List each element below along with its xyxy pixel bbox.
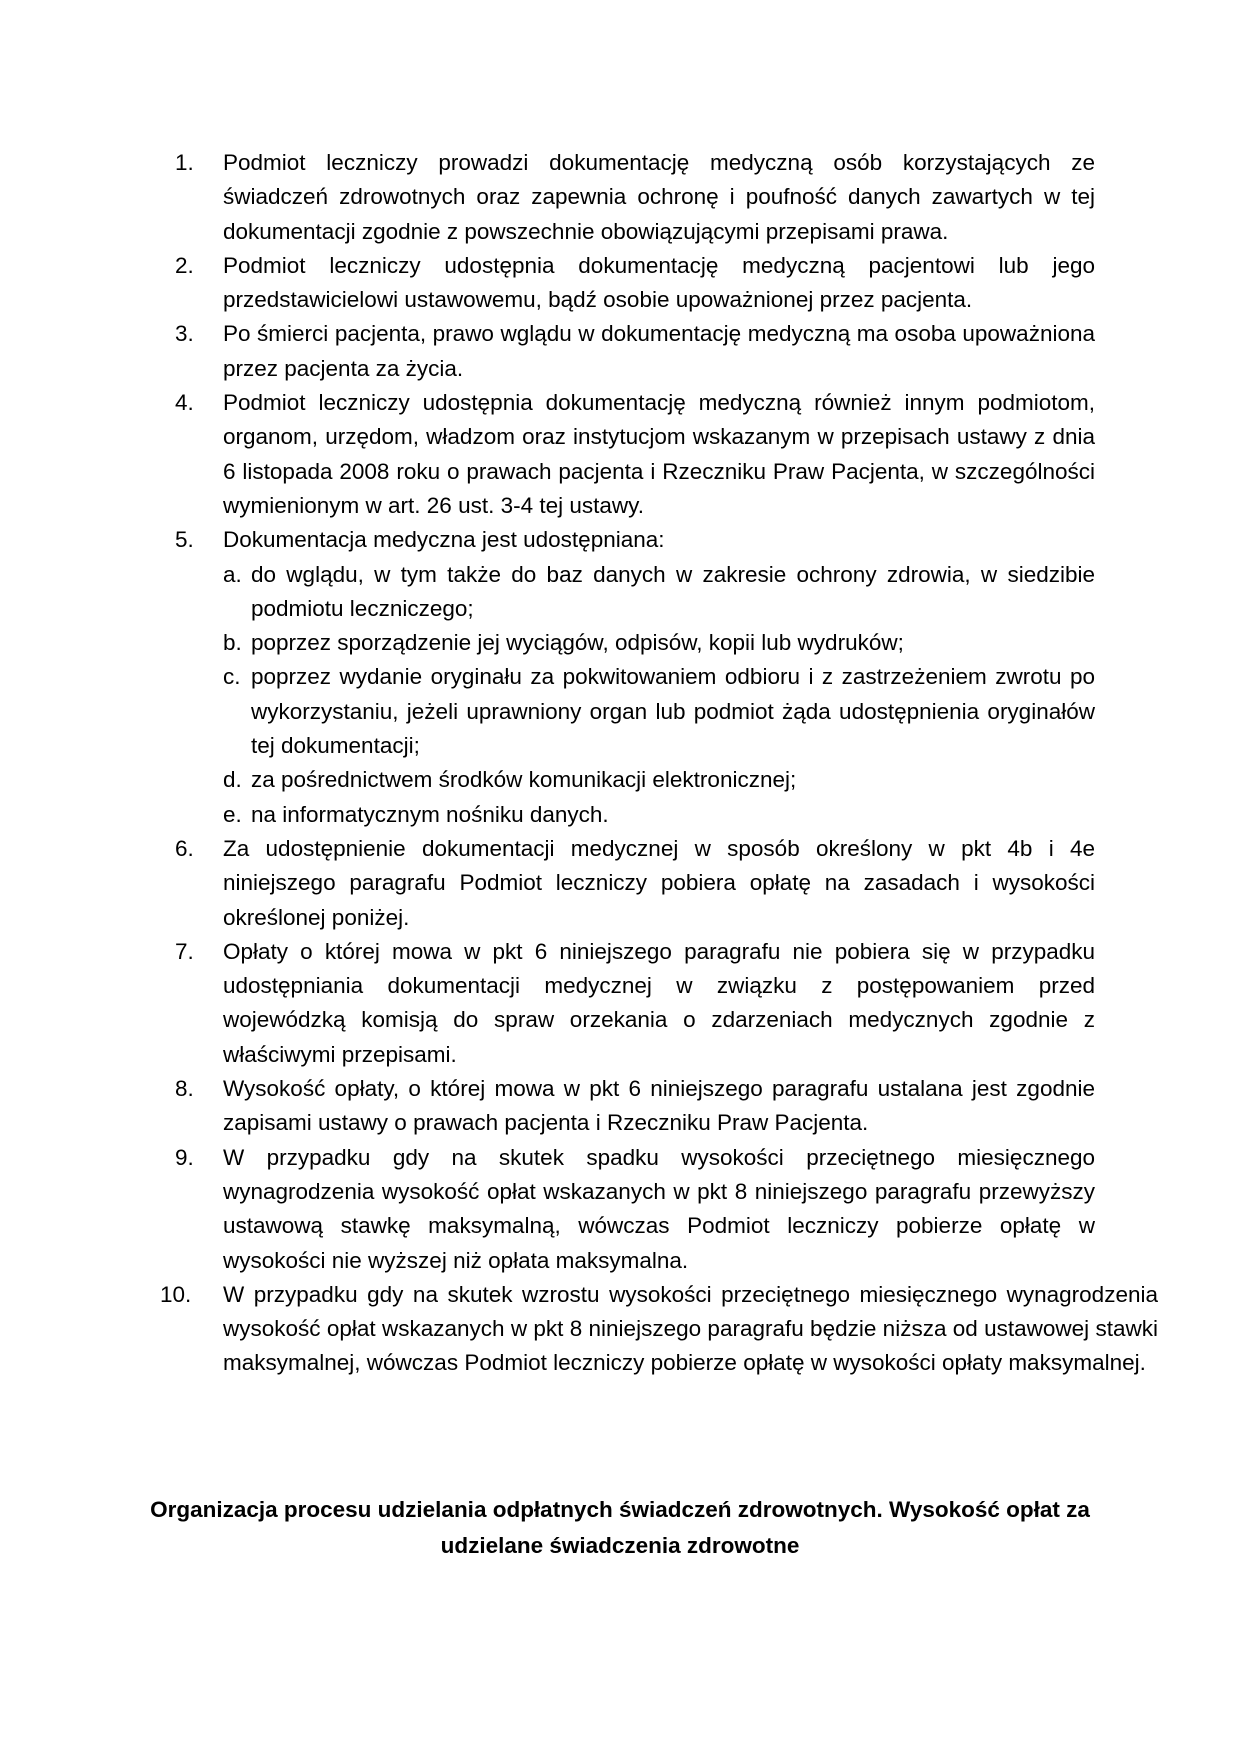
item-number: 2. — [175, 252, 194, 278]
list-item — [175, 935, 1095, 1072]
item-text: Opłaty o której mowa w pkt 6 niniejszego paragrafu nie pobiera się w przypadku udostępniania dokumentacji medycznej w związku z postępowaniem przed wojewódzką komisją do spraw orzekania o zdarzeniach medycznych zgodnie z właściwymi przepisami. — [223, 938, 1095, 1067]
list-item — [175, 832, 1095, 935]
list-item — [175, 523, 1095, 832]
item-text: W przypadku gdy na skutek spadku wysokości przeciętnego miesięcznego wynagrodzenia wysokość opłat wskazanych w pkt 8 niniejszego paragrafu przewyższy ustawową stawkę maksymalną, wówczas Podmiot leczniczy pobierze opłatę w wysokości nie wyższej niż opłata maksymalna. — [223, 1144, 1095, 1273]
sub-list-item — [223, 763, 1095, 797]
sub-item-letter: d. — [223, 767, 242, 793]
list-item — [175, 1072, 1095, 1141]
sub-item-text: poprzez wydanie oryginału za pokwitowaniem odbioru i z zastrzeżeniem zwrotu po wykorzystaniu, jeżeli uprawniony organ lub podmiot żąda udostępnienia oryginałów tej dokumentacji; — [251, 664, 1095, 759]
list-item — [175, 317, 1095, 386]
list-item — [175, 146, 1095, 249]
item-number: 3. — [175, 321, 194, 347]
item-number: 1. — [175, 150, 194, 175]
sub-item-text: na informatycznym nośniku danych. — [251, 801, 609, 827]
sub-item-text: do wglądu, w tym także do baz danych w zakresie ochrony zdrowia, w siedzibie podmiotu leczniczego; — [251, 561, 1095, 621]
item-text: W przypadku gdy na skutek wzrostu wysokości przeciętnego miesięcznego wynagrodzenia wysokość opłat wskazanych w pkt 8 niniejszego paragrafu będzie niższa od ustawowej stawki maksymalnej, wówczas Podmiot leczniczy pobierze opłatę w wysokości opłaty maksymalnej. — [223, 1281, 1158, 1376]
item-text: Dokumentacja medyczna jest udostępniana: — [223, 527, 665, 553]
list-item — [175, 386, 1095, 523]
item-number: 8. — [175, 1076, 194, 1102]
list-item — [175, 249, 1095, 318]
item-text: Za udostępnienie dokumentacji medycznej w sposób określony w pkt 4b i 4e niniejszego paragrafu Podmiot leczniczy pobiera opłatę na zasadach i wysokości określonej poniżej. — [223, 835, 1095, 930]
section-heading: Organizacja procesu udzielania odpłatnych świadczeń zdrowotnych. Wysokość opłat za udzielane świadczenia zdrowotne — [150, 1497, 1090, 1558]
item-text: Po śmierci pacjenta, prawo wglądu w dokumentację medyczną ma osoba upoważniona przez pacjenta za życia. — [223, 321, 1095, 381]
item-number: 10. — [160, 1281, 192, 1307]
sub-list-item — [223, 660, 1095, 763]
sub-list-item — [223, 626, 1095, 660]
sub-list — [223, 558, 1095, 832]
sub-item-letter: c. — [223, 664, 241, 690]
sub-item-text: poprzez sporządzenie jej wyciągów, odpisów, kopii lub wydruków; — [251, 630, 904, 656]
item-number: 6. — [175, 835, 194, 861]
item-text: Wysokość opłaty, o której mowa w pkt 6 niniejszego paragrafu ustalana jest zgodnie zapisami ustawy o prawach pacjenta i Rzeczniku Praw Pacjenta. — [223, 1076, 1095, 1136]
item-number: 7. — [175, 938, 194, 964]
sub-item-letter: b. — [223, 630, 242, 656]
item-number: 4. — [175, 390, 194, 416]
item-text: Podmiot leczniczy udostępnia dokumentację medyczną również innym podmiotom, organom, urzędom, władzom oraz instytucjom wskazanym w przepisach ustawy z dnia 6 listopada 2008 roku o prawach pacjenta i Rzeczniku Praw Pacjenta, w szczególności wymienionym w art. 26 ust. 3-4 tej ustawy. — [223, 390, 1095, 518]
list-item — [175, 1141, 1095, 1278]
sub-list-item — [223, 798, 1095, 832]
sub-item-letter: a. — [223, 561, 242, 587]
sub-item-letter: e. — [223, 801, 242, 827]
item-text: Podmiot leczniczy prowadzi dokumentację medyczną osób korzystających ze świadczeń zdrowotnych oraz zapewnia ochronę i poufność danych zawartych w tej dokumentacji zgodnie z powszechnie obowiązującymi przepisami prawa. — [223, 150, 1095, 244]
item-number: 9. — [175, 1144, 194, 1170]
list-item — [160, 1278, 1158, 1381]
item-number: 5. — [175, 527, 194, 553]
numbered-list — [160, 146, 1158, 1381]
sub-list-item — [223, 558, 1095, 627]
sub-item-text: za pośrednictwem środków komunikacji elektronicznej; — [251, 767, 797, 793]
item-text: Podmiot leczniczy udostępnia dokumentację medyczną pacjentowi lub jego przedstawicielowi ustawowemu, bądź osobie upoważnionej przez pacjenta. — [223, 252, 1095, 313]
